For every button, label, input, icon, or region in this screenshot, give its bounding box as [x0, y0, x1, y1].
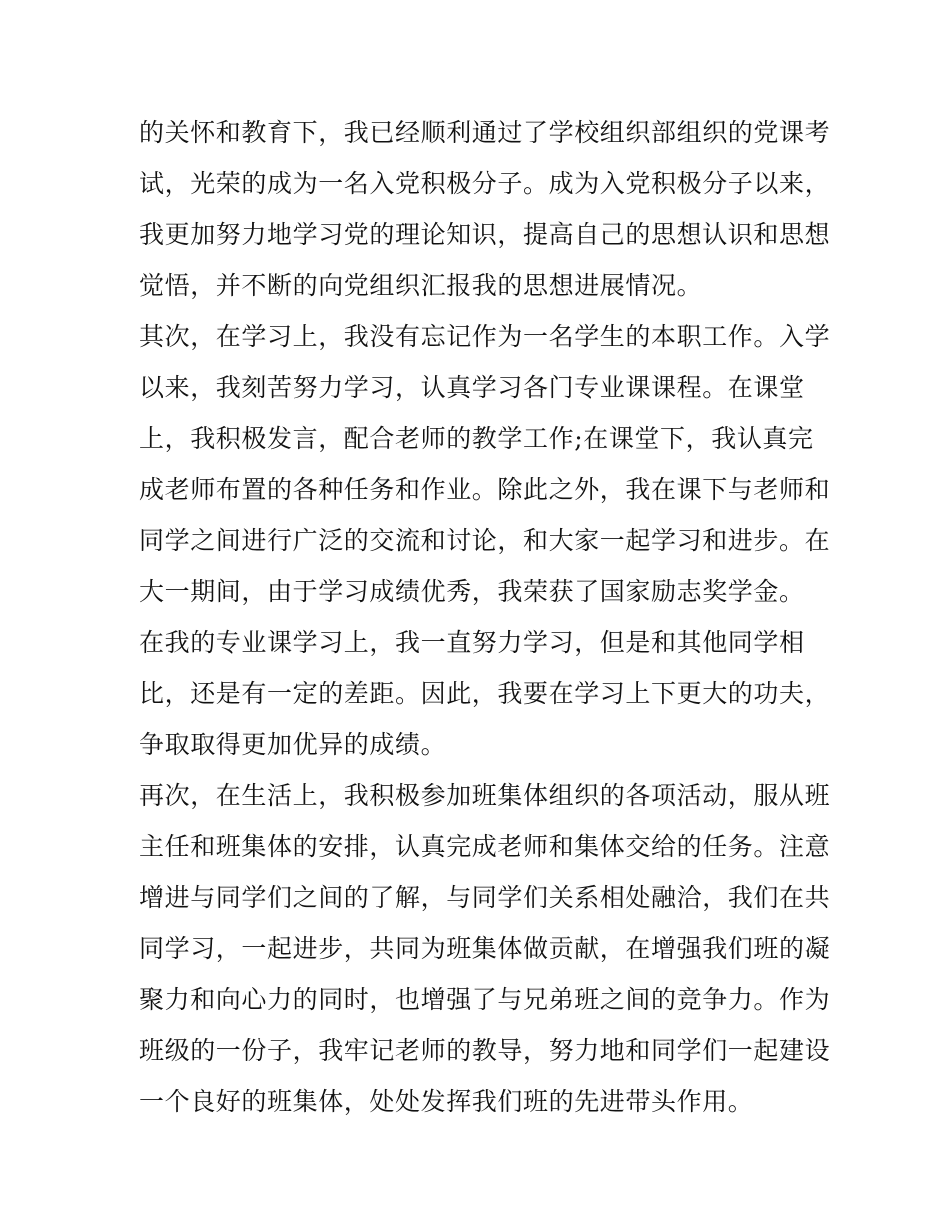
body-text	[139, 107, 831, 1127]
text-line: 试，光荣的成为一名入党积极分子。成为入党积极分子以来，	[139, 169, 831, 198]
text-line: 觉悟，并不断的向党组织汇报我的思想进展情况。	[139, 271, 703, 300]
text-line: 大一期间，由于学习成绩优秀，我荣获了国家励志奖学金。	[139, 577, 805, 606]
text-line: 同学习，一起进步，共同为班集体做贡献，在增强我们班的凝	[139, 934, 831, 963]
text-line: 成老师布置的各种任务和作业。除此之外，我在课下与老师和	[139, 475, 831, 504]
text-line: 上，我积极发言，配合老师的教学工作;在课堂下，我认真完	[139, 424, 814, 453]
text-line: 以来，我刻苦努力学习，认真学习各门专业课课程。在课堂	[139, 373, 805, 402]
text-line: 聚力和向心力的同时，也增强了与兄弟班之间的竞争力。作为	[139, 985, 831, 1014]
text-line: 增进与同学们之间的了解，与同学们关系相处融洽，我们在共	[139, 883, 831, 912]
text-line: 再次，在生活上，我积极参加班集体组织的各项活动，服从班	[139, 781, 831, 810]
text-line: 同学之间进行广泛的交流和讨论，和大家一起学习和进步。在	[139, 526, 831, 555]
text-line: 在我的专业课学习上，我一直努力学习，但是和其他同学相	[139, 628, 805, 657]
text-line: 比，还是有一定的差距。因此，我要在学习上下更大的功夫，	[139, 679, 831, 708]
text-line: 的关怀和教育下，我已经顺利通过了学校组织部组织的党课考	[139, 118, 831, 147]
text-line: 一个良好的班集体，处处发挥我们班的先进带头作用。	[139, 1087, 754, 1116]
text-line: 争取取得更加优异的成绩。	[139, 730, 447, 759]
text-line: 其次，在学习上，我没有忘记作为一名学生的本职工作。入学	[139, 322, 831, 351]
text-line: 我更加努力地学习党的理论知识，提高自己的思想认识和思想	[139, 220, 831, 249]
text-line: 主任和班集体的安排，认真完成老师和集体交给的任务。注意	[139, 832, 831, 861]
text-line: 班级的一份子，我牢记老师的教导，努力地和同学们一起建设	[139, 1036, 831, 1065]
